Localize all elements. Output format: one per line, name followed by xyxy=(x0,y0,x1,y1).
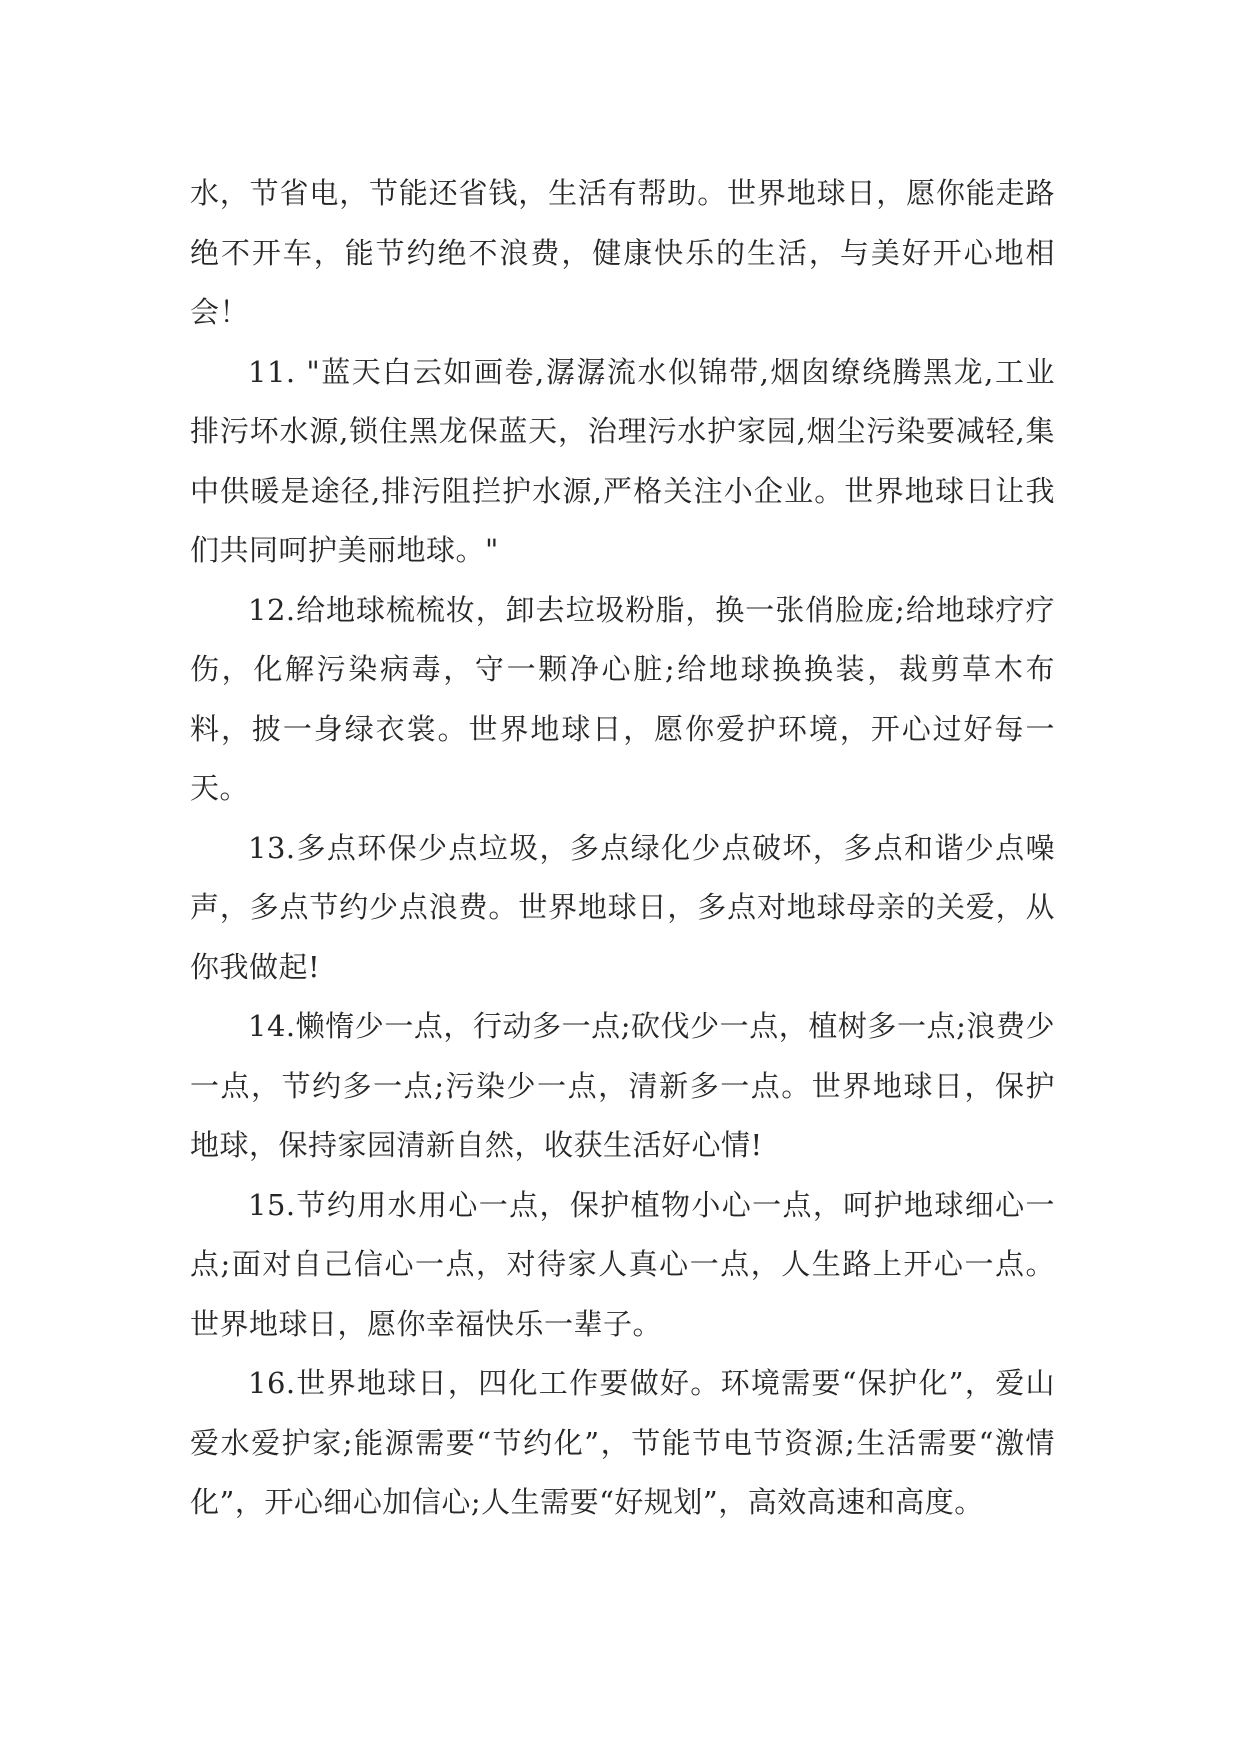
paragraph-item-12: 12.给地球梳梳妆，卸去垃圾粉脂，换一张俏脸庞;给地球疗疗伤，化解污染病毒，守一颗净心脏;给地球换换装，裁剪草木布料，披一身绿衣裳。世界地球日，愿你爱护环境，开心过好每一天。 xyxy=(190,592,1055,805)
paragraph-item-16: 16.世界地球日，四化工作要做好。环境需要“保护化”，爱山爱水爱护家;能源需要“节约化”，节能节电节资源;生活需要“激情化”，开心细心加信心;人生需要“好规划”，高效高速和高度。 xyxy=(190,1366,1055,1519)
paragraph-continuation: 水，节省电，节能还省钱，生活有帮助。世界地球日，愿你能走路绝不开车，能节约绝不浪费，健康快乐的生活，与美好开心地相会！ xyxy=(190,176,1055,329)
paragraph-item-13: 13.多点环保少点垃圾，多点绿化少点破坏，多点和谐少点噪声，多点节约少点浪费。世界地球日，多点对地球母亲的关爱，从你我做起! xyxy=(190,830,1055,984)
paragraph-item-15: 15.节约用水用心一点，保护植物小心一点，呵护地球细心一点;面对自己信心一点，对待家人真心一点，人生路上开心一点。世界地球日，愿你幸福快乐一辈子。 xyxy=(190,1187,1055,1341)
paragraph-item-11: 11. "蓝天白云如画卷,潺潺流水似锦带,烟囱缭绕腾黑龙,工业排污坏水源,锁住黑龙保蓝天，治理污水护家园,烟尘污染要减轻,集中供暖是途径,排污阻拦护水源,严格关注小企业。世界地球日让我们共同呵护美丽地球。" xyxy=(190,354,1055,567)
document-body xyxy=(190,164,1055,1533)
paragraph-item-14: 14.懒惰少一点，行动多一点;砍伐少一点，植树多一点;浪费少一点，节约多一点;污染少一点，清新多一点。世界地球日，保护地球，保持家园清新自然，收获生活好心情! xyxy=(190,1009,1055,1162)
